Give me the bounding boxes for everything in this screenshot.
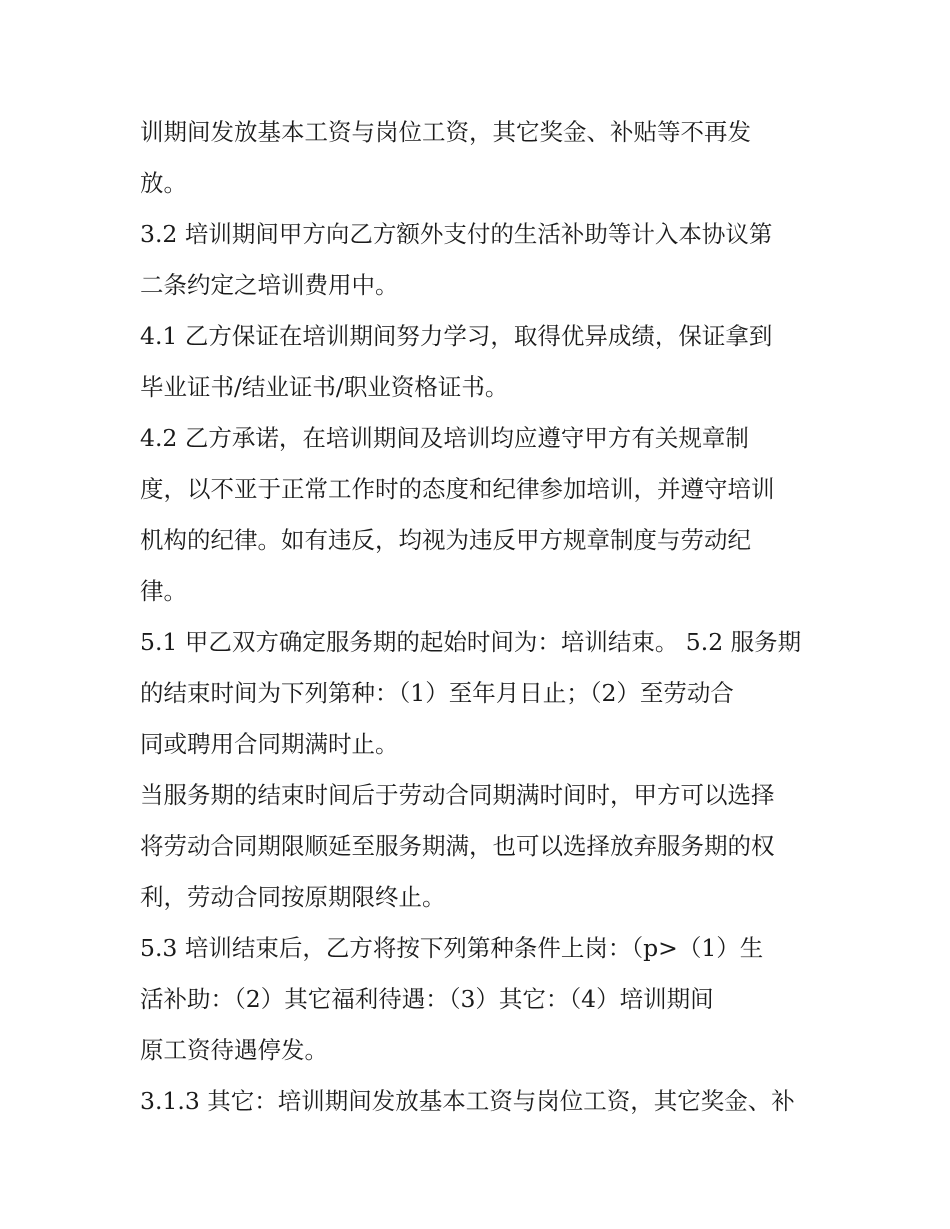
text-line: 训期间发放基本工资与岗位工资，其它奖金、补贴等不再发: [140, 118, 751, 146]
text-line: 律。: [140, 577, 187, 605]
text-line: 活补助：（2）其它福利待遇：（3）其它：（4）培训期间: [140, 985, 714, 1013]
text-line: 毕业证书/结业证书/职业资格证书。: [140, 373, 509, 401]
text-line: 机构的纪律。如有违反，均视为违反甲方规章制度与劳动纪: [140, 526, 751, 554]
text-line: 4.2 乙方承诺，在培训期间及培训均应遵守甲方有关规章制: [140, 424, 749, 452]
text-line: 3.2 培训期间甲方向乙方额外支付的生活补助等计入本协议第: [140, 220, 773, 248]
text-line: 同或聘用合同期满时止。: [140, 730, 399, 758]
text-line: 将劳动合同期限顺延至服务期满，也可以选择放弃服务期的权: [140, 832, 775, 860]
text-line: 5.3 培训结束后，乙方将按下列第种条件上岗：（p>（1）生: [140, 934, 764, 962]
text-line: 二条约定之培训费用中。: [140, 271, 399, 299]
text-line: 3.1.3 其它：培训期间发放基本工资与岗位工资，其它奖金、补: [140, 1087, 795, 1115]
document-body: [140, 107, 820, 1127]
text-line: 5.1 甲乙双方确定服务期的起始时间为：培训结束。 5.2 服务期: [140, 628, 802, 656]
text-line: 当服务期的结束时间后于劳动合同期满时间时，甲方可以选择: [140, 781, 775, 809]
text-line: 放。: [140, 169, 187, 197]
text-line: 利，劳动合同按原期限终止。: [140, 883, 446, 911]
text-line: 原工资待遇停发。: [140, 1036, 328, 1064]
text-line: 的结束时间为下列第种：（1）至年月日止；（2）至劳动合: [140, 679, 734, 707]
text-line: 4.1 乙方保证在培训期间努力学习，取得优异成绩，保证拿到: [140, 322, 773, 350]
text-line: 度，以不亚于正常工作时的态度和纪律参加培训，并遵守培训: [140, 475, 775, 503]
